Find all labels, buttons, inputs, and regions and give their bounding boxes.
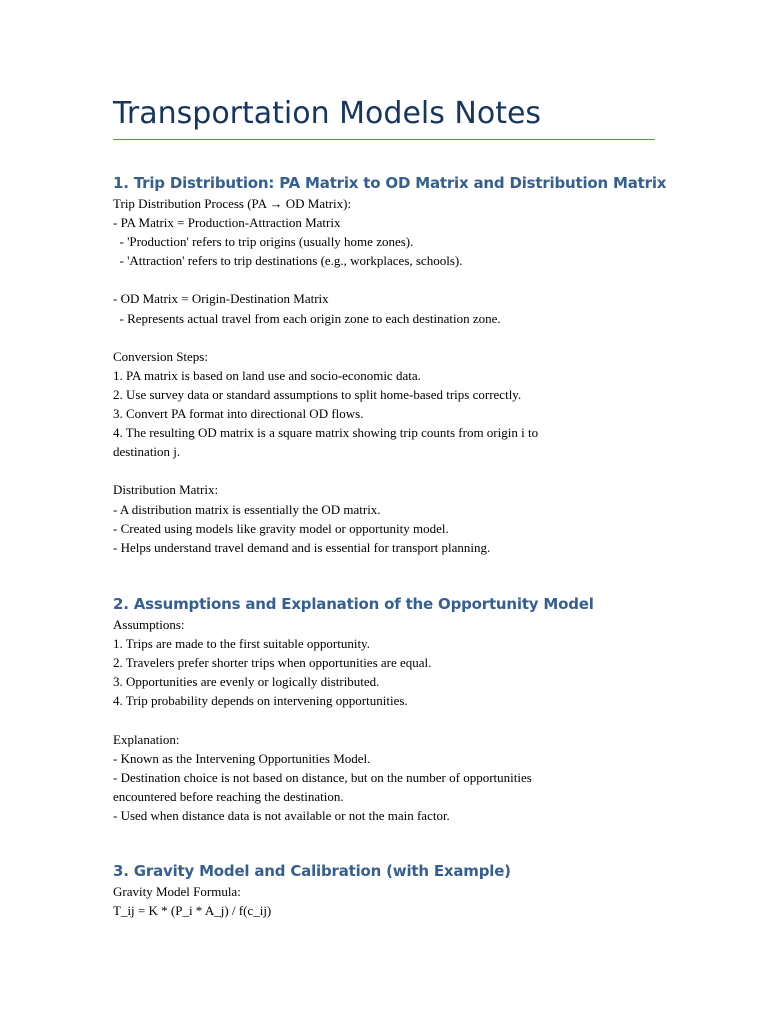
text-line: - OD Matrix = Origin-Destination Matrix — [113, 291, 329, 307]
text-line: Assumptions: — [113, 617, 185, 632]
title-underline — [113, 139, 655, 140]
text-line: 3. Convert PA format into directional OD flows. — [113, 406, 364, 422]
text-line: 1. Trips are made to the first suitable opportunity. — [113, 636, 370, 652]
text-line: destination j. — [113, 444, 181, 460]
blank-line — [113, 270, 658, 289]
text-line: - PA Matrix = Production-Attraction Matrix — [113, 215, 341, 231]
text-line: 2. Use survey data or standard assumptions to split home-based trips correctly. — [113, 386, 522, 402]
text-line: Distribution Matrix: — [113, 482, 219, 498]
text-line: 2. Travelers prefer shorter trips when opportunities are equal. — [113, 655, 432, 671]
text-line: Trip Distribution Process (PA → OD Matrix): — [113, 196, 352, 211]
blank-line — [113, 710, 658, 729]
text-line: - Destination choice is not based on distance, but on the number of opportunities — [113, 769, 532, 785]
section-heading: 2. Assumptions and Explanation of the Opportunity Model — [113, 595, 594, 613]
blank-line — [113, 328, 658, 347]
text-line: 4. Trip probability depends on intervening opportunities. — [113, 693, 408, 709]
section-body — [113, 615, 658, 825]
section-trip-distribution — [113, 172, 667, 557]
document-title: Transportation Models Notes — [113, 96, 542, 131]
section-heading: 3. Gravity Model and Calibration (with Example) — [113, 862, 511, 880]
text-line: - A distribution matrix is essentially the OD matrix. — [113, 501, 381, 517]
text-line: Explanation: — [113, 731, 180, 747]
section-heading: 1. Trip Distribution: PA Matrix to OD Matrix and Distribution Matrix — [113, 174, 667, 192]
section-body — [113, 194, 658, 557]
text-line: - Used when distance data is not available or not the main factor. — [113, 807, 450, 823]
text-line: T_ij = K * (P_i * A_j) / f(c_ij) — [113, 903, 272, 919]
text-line: - 'Production' refers to trip origins (usually home zones). — [113, 234, 414, 250]
text-line: - 'Attraction' refers to trip destinations (e.g., workplaces, schools). — [113, 253, 463, 269]
text-line: - Known as the Intervening Opportunities Model. — [113, 750, 371, 766]
text-line: encountered before reaching the destination. — [113, 788, 344, 804]
blank-line — [113, 461, 658, 480]
text-line: 4. The resulting OD matrix is a square matrix showing trip counts from origin i to — [113, 425, 539, 441]
section-body — [113, 882, 658, 920]
section-opportunity-model — [113, 593, 658, 825]
text-line: - Helps understand travel demand and is essential for transport planning. — [113, 539, 491, 555]
text-line: - Represents actual travel from each origin zone to each destination zone. — [113, 310, 501, 326]
text-line: 1. PA matrix is based on land use and socio-economic data. — [113, 367, 421, 383]
text-line: Gravity Model Formula: — [113, 884, 241, 899]
text-line: Conversion Steps: — [113, 348, 208, 364]
text-line: - Created using models like gravity model or opportunity model. — [113, 520, 449, 536]
section-gravity-model — [113, 860, 658, 920]
text-line: 3. Opportunities are evenly or logically distributed. — [113, 674, 380, 690]
